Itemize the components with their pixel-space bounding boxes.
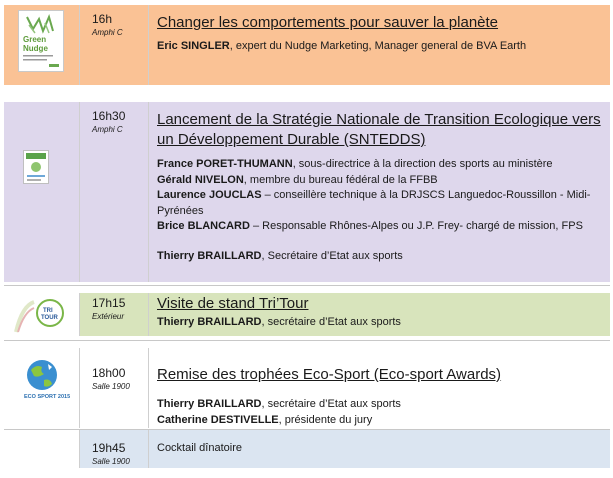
session-venue: Amphi C [92, 125, 123, 134]
session-title: Cocktail dînatoire [157, 442, 242, 454]
speaker-name: Laurence JOUCLAS [157, 189, 262, 201]
session-venue: Salle 1900 [92, 457, 130, 466]
speaker-line [157, 157, 610, 173]
speaker-name: Gérald NIVELON [157, 173, 244, 186]
speaker-role: , secrétaire d’Etat aux sports [261, 398, 401, 410]
speaker-name: France PORET-THUMANN [157, 158, 293, 170]
session-time: 19h45 [92, 441, 126, 455]
details-cell [149, 5, 610, 85]
logo-cell [4, 102, 80, 282]
speaker-role: , sous-directrice à la direction des sports au ministère [292, 158, 553, 170]
eco-sport-globe-icon [22, 358, 71, 400]
session-time: 18h00 [92, 366, 126, 380]
details-cell [149, 102, 610, 282]
green-nudge-cover [19, 11, 63, 71]
speaker-line [157, 188, 610, 219]
session-title: Lancement de la Stratégie Nationale de Transition Ecologique vers un Développement Durable (SNTEDDS) [157, 111, 601, 148]
time-cell [80, 5, 149, 85]
sntedds-cover [24, 151, 48, 183]
time-cell [80, 348, 149, 428]
speaker-line [157, 249, 610, 265]
details-cell [149, 293, 610, 336]
speaker-line [157, 39, 610, 55]
speaker-role: – conseillère technique à la DRJSCS Languedoc-Roussillon - Midi-Pyrénées [157, 189, 591, 217]
details-cell [149, 348, 610, 428]
sntedds-document-icon [23, 150, 49, 184]
details-cell [149, 430, 610, 468]
logo-text-2: TOUR [41, 315, 58, 321]
tri-tour-graphic [12, 296, 72, 333]
session-time: 17h15 [92, 296, 126, 310]
speaker-line [157, 219, 610, 235]
logo-cell [4, 348, 80, 428]
speaker-name: Thierry BRAILLARD [157, 316, 262, 328]
session-title: Visite de stand Tri’Tour [157, 295, 309, 312]
logo-cell [4, 293, 80, 336]
speaker-line [157, 413, 610, 429]
green-nudge-book-icon [18, 10, 64, 72]
time-cell [80, 102, 149, 282]
speaker-role: , Secrétaire d’Etat aux sports [261, 249, 403, 262]
session-venue: Extérieur [92, 312, 125, 321]
speaker-name: Eric SINGLER [157, 40, 230, 52]
speaker-role: , présidente du jury [278, 413, 373, 426]
session-row [4, 348, 610, 428]
logo-text-1: TRI [43, 308, 53, 314]
speaker-name: Thierry BRAILLARD [157, 249, 262, 262]
session-title: Changer les comportements pour sauver la planète [157, 14, 499, 31]
speaker-role: – Responsable Rhônes-Alpes ou J.P. Frey- chargé de mission, FPS [249, 220, 583, 232]
time-cell [80, 430, 149, 468]
speaker-name: Brice BLANCARD [157, 220, 250, 232]
session-title: Remise des trophées Eco-Sport (Eco-sport Awards) [157, 366, 502, 383]
eco-sport-graphic [22, 358, 71, 400]
time-cell [80, 293, 149, 336]
session-time: 16h [92, 12, 113, 26]
row-divider [4, 340, 610, 341]
speaker-line [157, 397, 610, 413]
session-row [4, 430, 610, 468]
speaker-role: , expert du Nudge Marketing, Manager general de BVA Earth [229, 40, 527, 52]
session-venue: Salle 1900 [92, 382, 130, 391]
row-divider [4, 285, 610, 286]
session-venue: Amphi C [92, 28, 123, 37]
speaker-line [157, 173, 610, 189]
logo-cell [4, 5, 80, 85]
speaker-name: Catherine DESTIVELLE [157, 413, 279, 426]
logo-text-2: Nudge [23, 44, 48, 53]
logo-text-1: Green [23, 35, 47, 44]
logo-text-1: ECO SPORT 2015 [24, 394, 71, 400]
speaker-role: , secrétaire d’Etat aux sports [261, 316, 401, 328]
session-time: 16h30 [92, 109, 126, 123]
logo-cell [4, 430, 80, 468]
session-row [4, 5, 610, 85]
speaker-role: , membre du bureau fédéral de la FFBB [243, 173, 438, 186]
speaker-line [157, 315, 610, 331]
tri-tour-logo-icon [12, 296, 72, 333]
speaker-name: Thierry BRAILLARD [157, 398, 262, 410]
session-row [4, 293, 610, 336]
session-row [4, 102, 610, 282]
row-divider [4, 429, 610, 430]
